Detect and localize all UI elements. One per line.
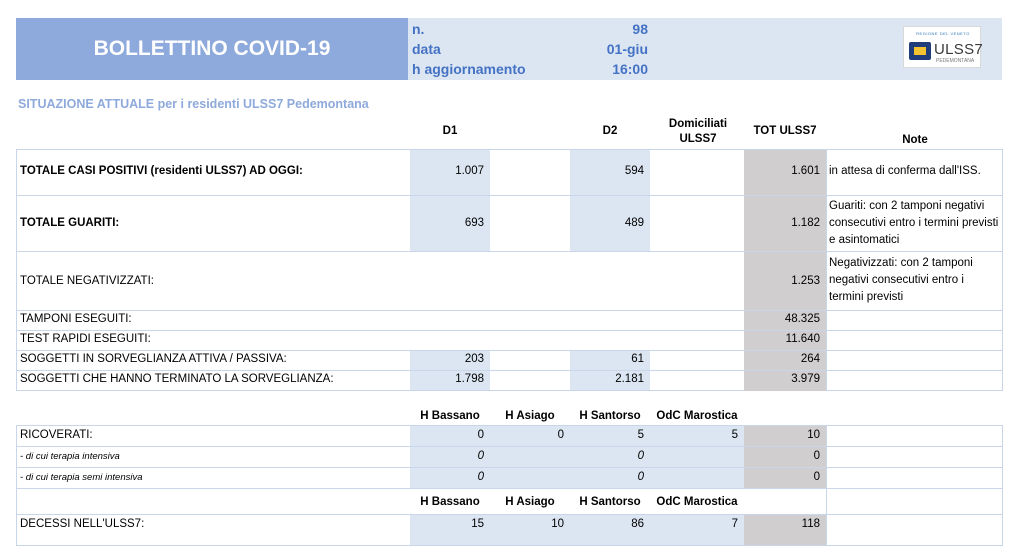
sorveglianza-d2: 61 — [631, 353, 644, 365]
decessi-bassano: 15 — [471, 518, 484, 530]
row-label-ricoverati: RICOVERATI: — [20, 429, 93, 441]
negativizzati-tot: 1.253 — [791, 275, 820, 287]
row-label-test-rapidi: TEST RAPIDI ESEGUITI: — [20, 333, 151, 345]
row-label-semi-intensiva: - di cui terapia semi intensiva — [20, 472, 143, 483]
col-d2: D2 — [602, 125, 618, 137]
shield-icon — [909, 42, 931, 60]
row-label-terminato: SOGGETTI CHE HANNO TERMINATO LA SORVEGLIANZA: — [20, 373, 334, 385]
ricoverati-asiago: 0 — [557, 429, 564, 441]
guariti-d2: 489 — [624, 217, 644, 229]
test-rapidi-tot: 11.640 — [785, 333, 820, 345]
logo-sub: PEDEMONTANA — [936, 58, 975, 64]
row-label-decessi: DECESSI NELL'ULSS7: — [20, 518, 145, 530]
semi-intensiva-bassano: 0 — [477, 471, 484, 483]
decessi-asiago: 10 — [551, 518, 564, 530]
intensiva-santorso: 0 — [637, 450, 644, 462]
sorveglianza-tot: 264 — [800, 353, 820, 365]
positivi-d1: 1.007 — [455, 165, 484, 177]
decessi-marostica: 7 — [731, 518, 738, 530]
update-time-label: h aggiornamento — [412, 61, 526, 77]
date-value: 01-giu — [606, 41, 648, 57]
row-label-tamponi: TAMPONI ESEGUITI: — [20, 313, 132, 325]
number-value: 98 — [632, 21, 648, 37]
hosp-santorso-header-2: H Santorso — [579, 496, 641, 508]
terminato-d1: 1.798 — [455, 373, 484, 385]
col-domiciliati: Domiciliati ULSS7 — [668, 118, 728, 145]
decessi-santorso: 86 — [631, 518, 644, 530]
positivi-note: in attesa di conferma dall'ISS. — [829, 165, 981, 177]
col-d1: D1 — [442, 125, 458, 137]
negativizzati-note: Negativizzati: con 2 tamponi negativi consecutivi entro i termini previsti — [829, 257, 973, 303]
hosp-marostica-header: OdC Marostica — [656, 410, 738, 422]
semi-intensiva-tot: 0 — [813, 471, 820, 483]
positivi-tot: 1.601 — [791, 165, 820, 177]
hosp-santorso-header: H Santorso — [579, 410, 641, 422]
row-label-guariti: TOTALE GUARITI: — [20, 217, 120, 229]
ricoverati-tot: 10 — [807, 429, 820, 441]
positivi-d2: 594 — [624, 165, 644, 177]
logo-region-text: REGIONE DEL VENETO — [916, 31, 970, 36]
decessi-tot: 118 — [801, 518, 820, 530]
hosp-bassano-header: H Bassano — [420, 410, 480, 422]
logo-name: ULSS7 — [934, 41, 984, 58]
hosp-marostica-header-2: OdC Marostica — [656, 496, 738, 508]
ulss7-logo — [903, 26, 984, 68]
bulletin-title: BOLLETTINO COVID-19 — [16, 18, 408, 80]
tamponi-tot: 48.325 — [784, 313, 820, 325]
date-label: data — [412, 41, 441, 57]
row-label-sorveglianza: SOGGETTI IN SORVEGLIANZA ATTIVA / PASSIVA: — [20, 353, 287, 365]
section-title: SITUAZIONE ATTUALE per i residenti ULSS7 Pedemontana — [18, 97, 369, 111]
intensiva-tot: 0 — [813, 450, 820, 462]
ricoverati-marostica: 5 — [731, 429, 738, 441]
hosp-bassano-header-2: H Bassano — [420, 496, 480, 508]
terminato-tot: 3.979 — [791, 373, 820, 385]
row-label-positivi: TOTALE CASI POSITIVI (residenti ULSS7) AD OGGI: — [20, 165, 303, 177]
ricoverati-bassano: 0 — [477, 429, 484, 441]
intensiva-bassano: 0 — [477, 450, 484, 462]
ricoverati-santorso: 5 — [637, 429, 644, 441]
semi-intensiva-santorso: 0 — [637, 471, 644, 483]
terminato-d2: 2.181 — [615, 373, 644, 385]
update-time-value: 16:00 — [612, 61, 648, 77]
col-note: Note — [902, 134, 928, 146]
guariti-note: Guariti: con 2 tamponi negativi consecutivi entro i termini previsti e asintomatici — [829, 200, 999, 246]
number-label: n. — [412, 21, 425, 37]
guariti-tot: 1.182 — [791, 217, 820, 229]
col-tot: TOT ULSS7 — [753, 125, 817, 137]
sorveglianza-d1: 203 — [464, 353, 484, 365]
hosp-asiago-header-2: H Asiago — [505, 496, 555, 508]
row-label-negativizzati: TOTALE NEGATIVIZZATI: — [20, 275, 154, 287]
guariti-d1: 693 — [464, 217, 484, 229]
row-label-intensiva: - di cui terapia intensiva — [20, 451, 120, 462]
hosp-asiago-header: H Asiago — [505, 410, 555, 422]
